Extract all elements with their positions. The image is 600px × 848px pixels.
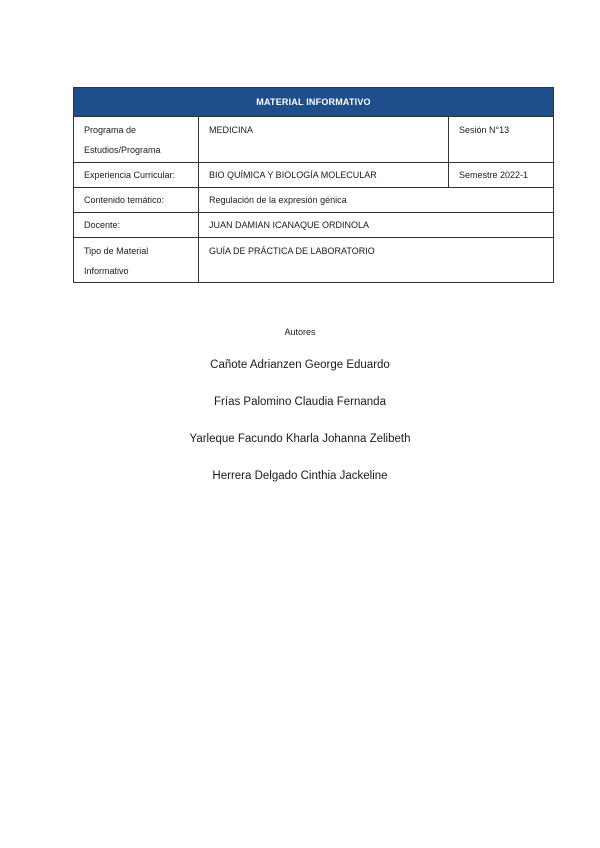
table-header-title: MATERIAL INFORMATIVO xyxy=(74,88,554,117)
programa-label-line2: Estudios/Programa xyxy=(84,145,161,155)
docente-value: JUAN DAMIAN ICANAQUE ORDINOLA xyxy=(199,213,554,238)
contenido-label: Contenido temático: xyxy=(74,188,199,213)
tipo-label xyxy=(74,238,199,283)
semester: Semestre 2022-1 xyxy=(449,163,554,188)
material-info-table xyxy=(73,87,554,283)
author-name: Frías Palomino Claudia Fernanda xyxy=(214,396,386,408)
author-name: Cañote Adrianzen George Eduardo xyxy=(210,359,390,371)
authors-heading: Autores xyxy=(284,327,316,337)
table-row xyxy=(74,238,554,283)
experiencia-label: Experiencia Curricular: xyxy=(74,163,199,188)
programa-label xyxy=(74,117,199,163)
table-row xyxy=(74,213,554,238)
programa-label-line1: Programa de xyxy=(84,125,137,135)
table-row xyxy=(74,163,554,188)
author-name: Herrera Delgado Cinthia Jackeline xyxy=(212,470,388,482)
session-number: Sesión N°13 xyxy=(449,117,554,163)
tipo-value: GUÍA DE PRÁCTICA DE LABORATORIO xyxy=(199,238,554,283)
experiencia-value: BIO QUÍMICA Y BIOLOGÍA MOLECULAR xyxy=(199,163,449,188)
author-name: Yarleque Facundo Kharla Johanna Zelibeth xyxy=(189,433,411,445)
programa-value: MEDICINA xyxy=(199,117,449,163)
tipo-label-line2: Informativo xyxy=(84,266,129,276)
contenido-value: Regulación de la expresión génica xyxy=(199,188,554,213)
docente-label: Docente: xyxy=(74,213,199,238)
tipo-label-line1: Tipo de Material xyxy=(84,246,149,256)
table-row xyxy=(74,117,554,163)
table-row xyxy=(74,188,554,213)
